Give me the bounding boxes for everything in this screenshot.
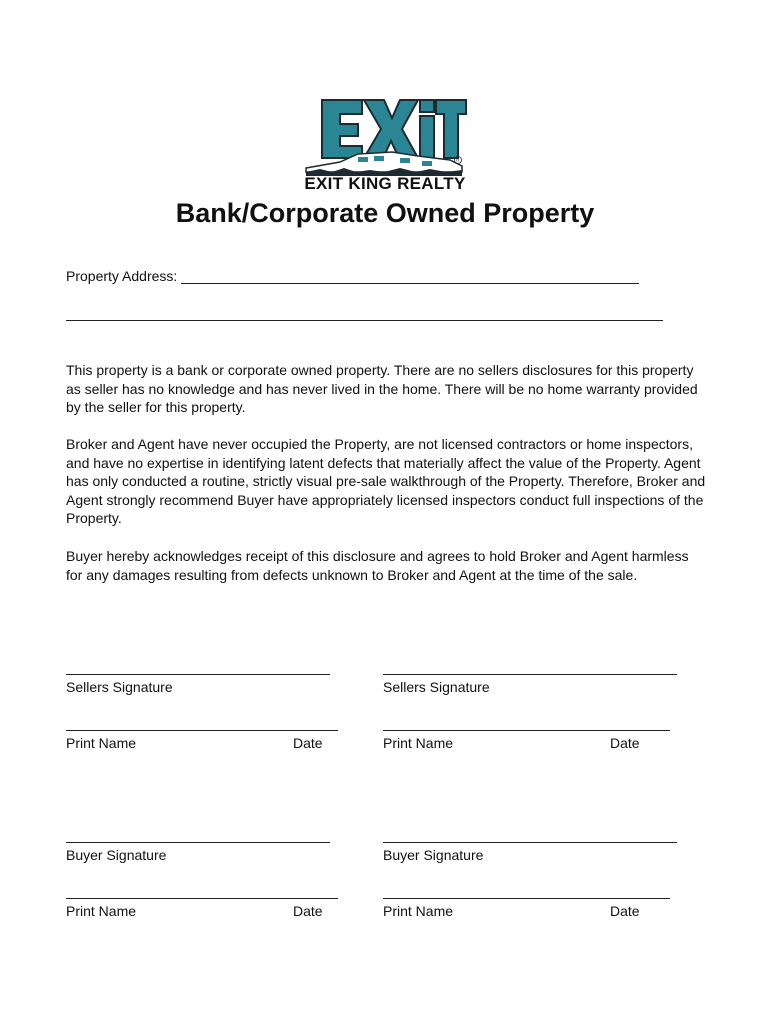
seller-signature-label-right: Sellers Signature <box>383 679 490 695</box>
seller-signature-label-left: Sellers Signature <box>66 679 173 695</box>
disclosure-paragraph-3: Buyer hereby acknowledges receipt of this disclosure and agrees to hold Broker and Agent harmless for any damages resulting from defects unknown to Broker and Agent at the time of the sale. <box>66 548 689 583</box>
seller-print-name-line-right[interactable] <box>383 730 670 731</box>
svg-text:R: R <box>456 157 460 163</box>
buyer-date-label-right: Date <box>610 903 640 919</box>
buyer-print-name-label-right: Print Name <box>383 903 454 919</box>
property-address-field-line-2[interactable] <box>66 320 663 321</box>
buyer-signature-label-left: Buyer Signature <box>66 847 167 863</box>
seller-date-label-right: Date <box>610 735 640 751</box>
seller-print-name-line-left[interactable] <box>66 730 338 731</box>
disclosure-paragraph-1: This property is a bank or corporate owned property. There are no sellers disclosures for this property as seller has no knowledge and has never lived in the home. There will be no home warranty provided by the seller for this property. <box>66 362 698 415</box>
buyer-signature-line-right[interactable] <box>383 842 677 843</box>
brand-name: EXIT KING REALTY <box>304 174 466 193</box>
disclosure-paragraph-2: Broker and Agent have never occupied the Property, are not licensed contractors or home inspectors, and have no expertise in identifying latent defects that materially affect the value of the Property. Agent has only conducted a routine, strictly visual pre-sale walkthrough of the Property. Therefore, Broker and Agent strongly recommend Buyer have appropriately licensed inspectors conduct full inspections of the Property. <box>66 436 706 526</box>
buyer-signature-line-left[interactable] <box>66 842 330 843</box>
seller-print-name-label-right: Print Name <box>383 735 454 751</box>
property-address-field[interactable] <box>181 269 639 284</box>
seller-signature-line-right[interactable] <box>383 674 677 675</box>
buyer-signature-label-right: Buyer Signature <box>383 847 484 863</box>
buyer-print-name-line-right[interactable] <box>383 898 670 899</box>
property-address-label: Property Address: <box>66 268 178 284</box>
page-title: Bank/Corporate Owned Property <box>175 198 595 228</box>
seller-print-name-label-left: Print Name <box>66 735 137 751</box>
buyer-print-name-line-left[interactable] <box>66 898 338 899</box>
buyer-date-label-left: Date <box>293 903 323 919</box>
buyer-print-name-label-left: Print Name <box>66 903 137 919</box>
property-address-row <box>66 268 666 284</box>
seller-signature-line-left[interactable] <box>66 674 330 675</box>
seller-date-label-left: Date <box>293 735 323 751</box>
